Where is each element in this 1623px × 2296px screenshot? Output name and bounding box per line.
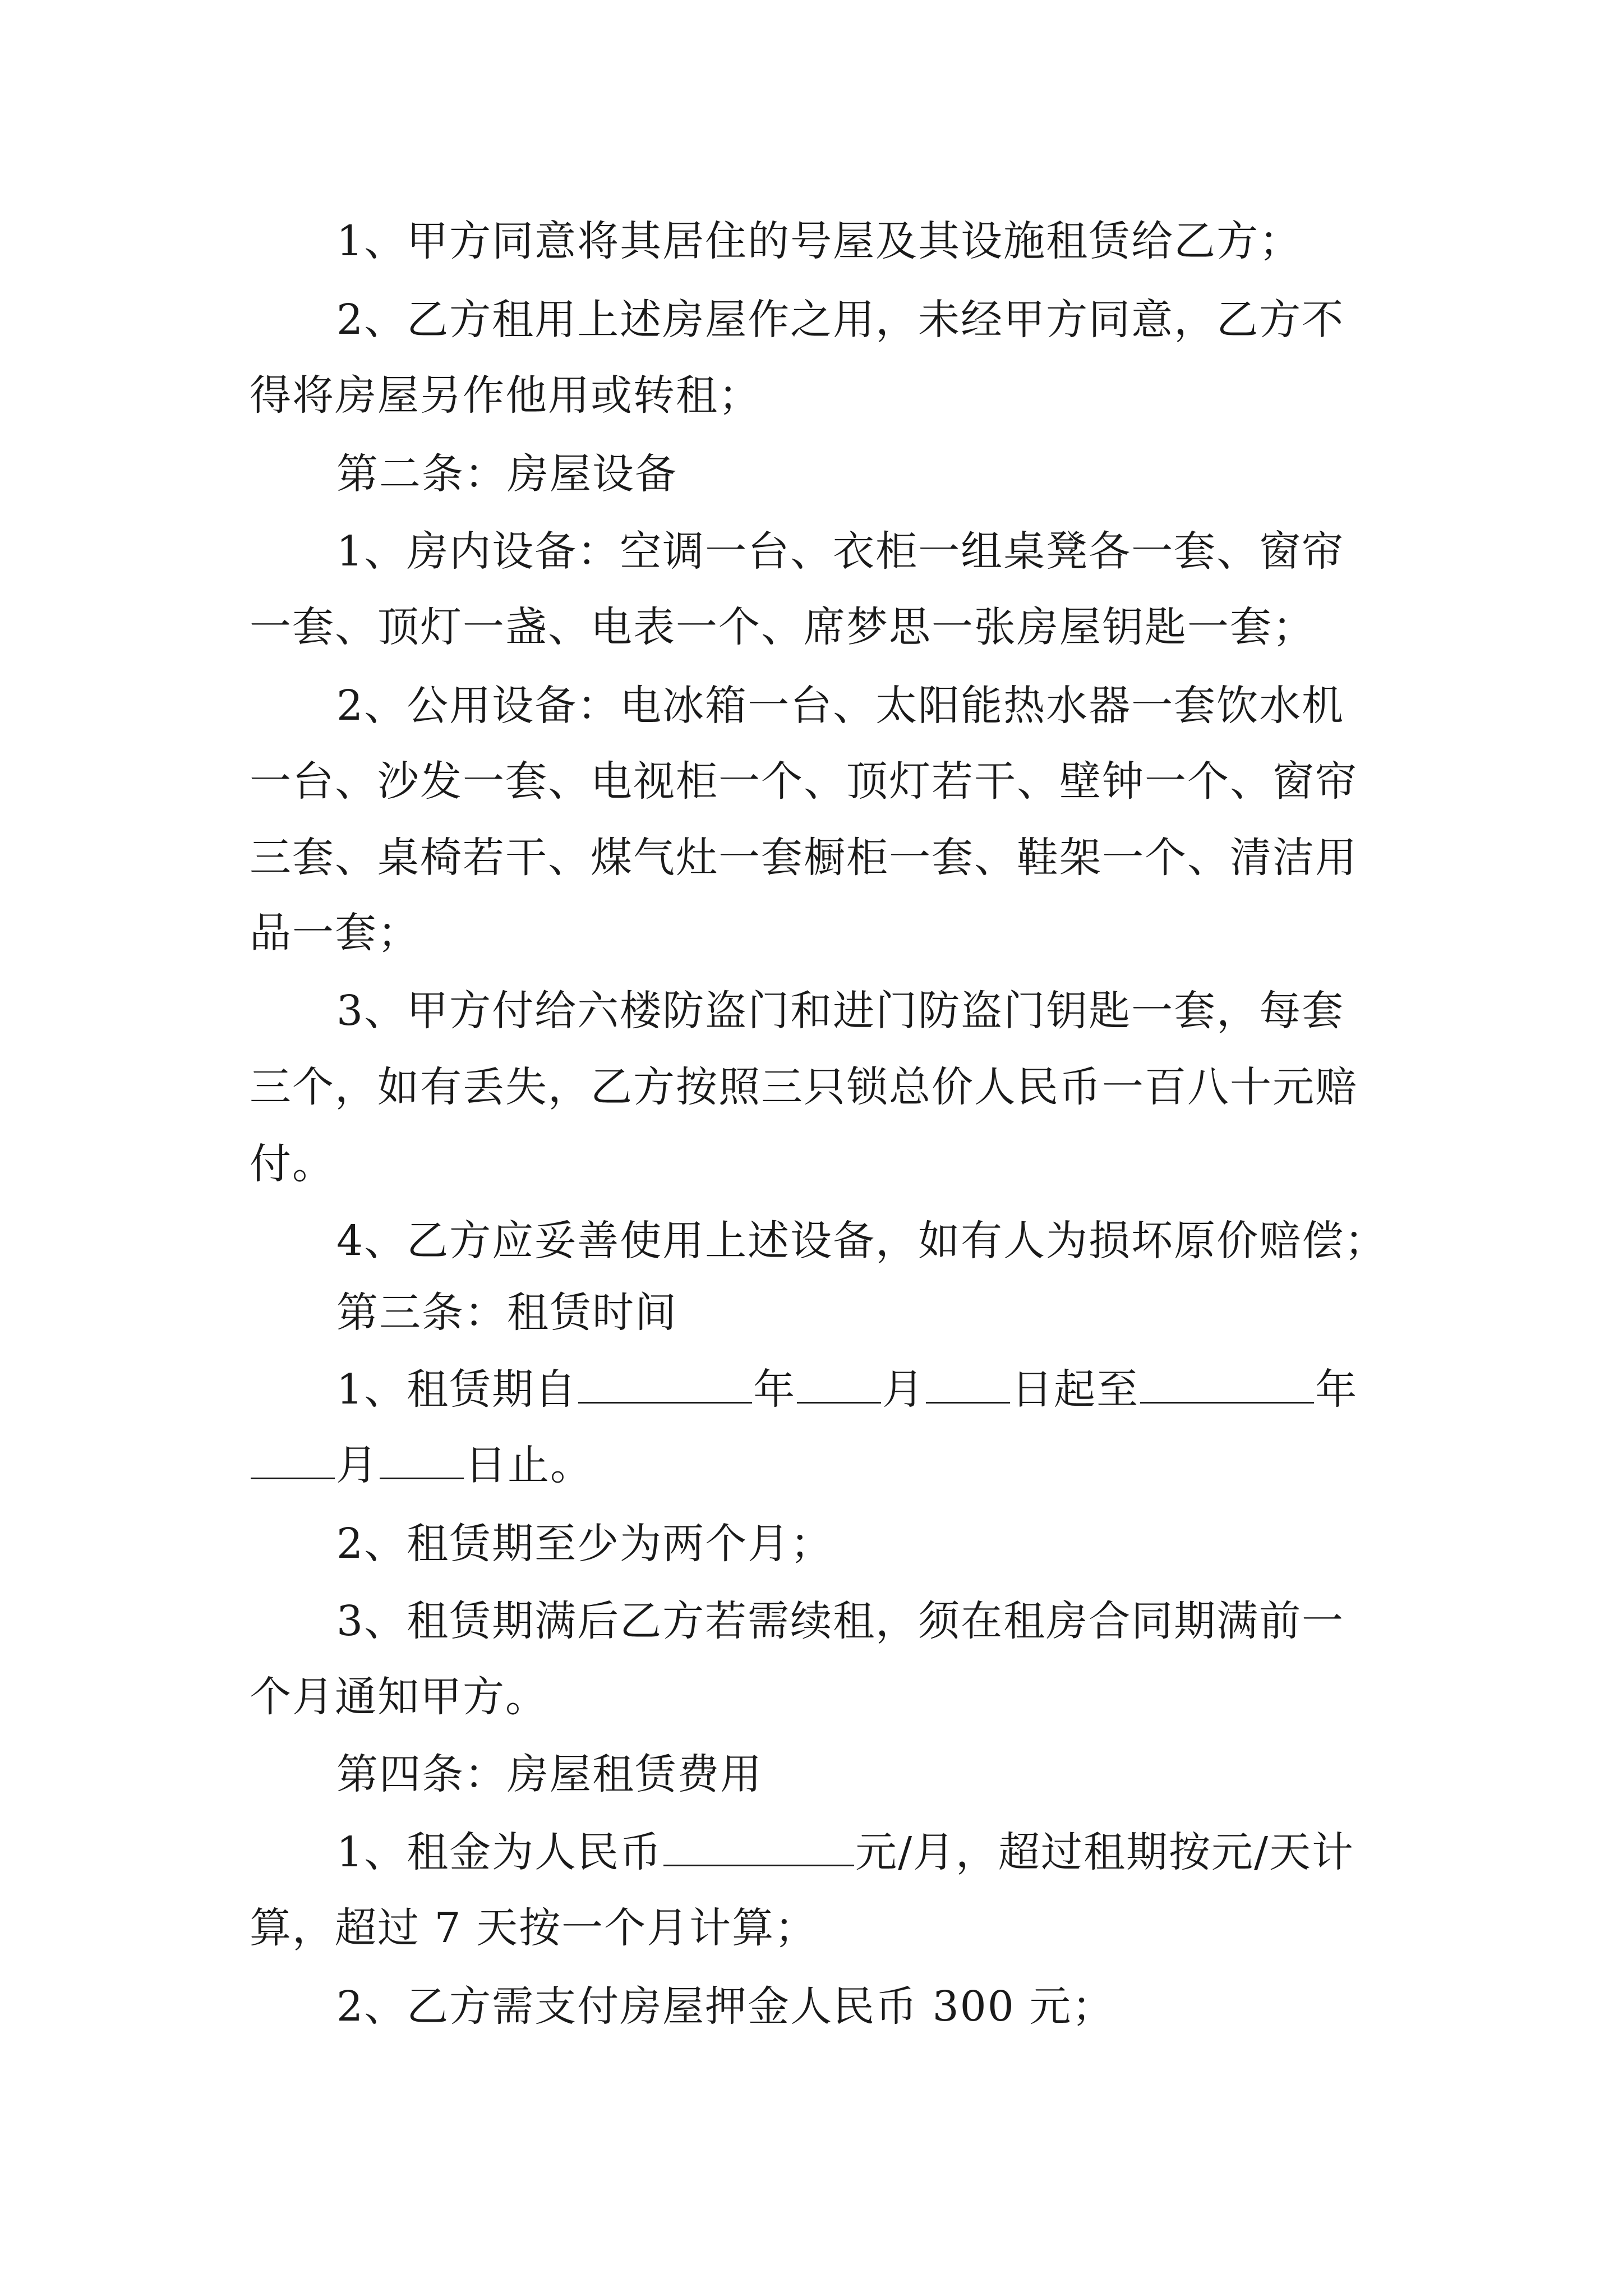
text-2-2c: 三套、桌椅若干、煤气灶一套橱柜一套、鞋架一个、清洁用 — [250, 834, 1358, 882]
text-4-2: 2、乙方需支付房屋押金人民币 300 元； — [336, 1982, 1115, 2031]
label-year: 年 — [753, 1365, 796, 1414]
clause-4-1-line-1 — [336, 1827, 1475, 1878]
text-1-2a: 2、乙方租用上述房屋作之用，未经甲方同意，乙方不 — [336, 296, 1345, 344]
clause-2-2-line-1 — [336, 680, 1475, 731]
clause-2-1-line-1 — [336, 526, 1475, 577]
clause-2-2-line-3 — [250, 832, 1388, 883]
text-1-1: 1、甲方同意将其居住的号屋及其设施租赁给乙方； — [336, 217, 1302, 265]
label-end-day: 日止。 — [465, 1441, 593, 1489]
text-3-1-prefix: 1、租赁期自 — [336, 1365, 578, 1414]
blank-end-year[interactable] — [1140, 1367, 1314, 1404]
article-3-heading — [336, 1287, 1475, 1338]
label-end-month: 月 — [336, 1441, 379, 1489]
text-2-3c: 付。 — [250, 1140, 335, 1188]
clause-2-3-line-2 — [250, 1062, 1388, 1112]
clause-2-3-line-1 — [336, 986, 1475, 1036]
clause-2-3-line-3 — [250, 1139, 1388, 1189]
blank-start-year[interactable] — [578, 1367, 752, 1404]
blank-start-month[interactable] — [797, 1367, 881, 1404]
text-2-2d: 品一套； — [250, 909, 420, 957]
clause-4-2 — [336, 1981, 1475, 2032]
heading-article-4: 第四条：房屋租赁费用 — [336, 1750, 763, 1798]
text-3-3b: 个月通知甲方。 — [250, 1673, 548, 1721]
clause-3-1-line-2 — [250, 1440, 1388, 1490]
clause-2-2-line-2 — [250, 756, 1388, 807]
blank-end-month[interactable] — [251, 1443, 335, 1479]
text-2-1a: 1、房内设备：空调一台、衣柜一组桌凳各一套、窗帘 — [336, 527, 1345, 576]
clause-2-1-line-2 — [250, 602, 1388, 652]
clause-2-4 — [336, 1216, 1475, 1266]
heading-article-2: 第二条：房屋设备 — [336, 450, 677, 498]
text-2-4: 4、乙方应妥善使用上述设备，如有人为损坏原价赔偿； — [336, 1217, 1387, 1265]
text-4-1b: 算，超过 7 天按一个月计算； — [250, 1904, 818, 1952]
article-4-heading — [336, 1749, 1475, 1800]
text-2-2b: 一台、沙发一套、电视柜一个、顶灯若干、壁钟一个、窗帘 — [250, 757, 1358, 806]
article-2-heading — [336, 449, 1475, 499]
label-end-year: 年 — [1315, 1365, 1358, 1414]
blank-rent-amount[interactable] — [663, 1830, 854, 1866]
clause-1-2-line-1 — [336, 295, 1475, 345]
clause-3-3-line-2 — [250, 1672, 1388, 1722]
text-2-1b: 一套、顶灯一盏、电表一个、席梦思一张房屋钥匙一套； — [250, 603, 1315, 651]
text-1-2b: 得将房屋另作他用或转租； — [250, 371, 761, 420]
clause-3-3-line-1 — [336, 1596, 1475, 1646]
heading-article-3: 第三条：租赁时间 — [336, 1289, 677, 1337]
clause-1-2-line-2 — [250, 370, 1388, 421]
text-3-3a: 3、租赁期满后乙方若需续租，须在租房合同期满前一 — [336, 1597, 1345, 1645]
clause-2-2-line-4 — [250, 908, 1388, 958]
text-3-2: 2、租赁期至少为两个月； — [336, 1520, 833, 1568]
text-2-3a: 3、甲方付给六楼防盗门和进门防盗门钥匙一套，每套 — [336, 987, 1345, 1035]
clause-3-2 — [336, 1519, 1475, 1569]
text-2-3b: 三个，如有丢失，乙方按照三只锁总价人民币一百八十元赔 — [250, 1063, 1358, 1111]
text-2-2a: 2、公用设备：电冰箱一台、太阳能热水器一套饮水机 — [336, 682, 1345, 730]
label-day-to: 日起至 — [1011, 1365, 1140, 1414]
text-4-1-suffix: 元/月，超过租期按元/天计 — [855, 1828, 1354, 1876]
clause-1-1 — [336, 216, 1475, 266]
clause-4-1-line-2 — [250, 1903, 1388, 1953]
clause-3-1-line-1 — [336, 1364, 1475, 1415]
blank-end-day[interactable] — [380, 1443, 464, 1479]
blank-start-day[interactable] — [926, 1367, 1010, 1404]
label-month: 月 — [882, 1365, 925, 1414]
text-4-1-prefix: 1、租金为人民币 — [336, 1828, 663, 1876]
